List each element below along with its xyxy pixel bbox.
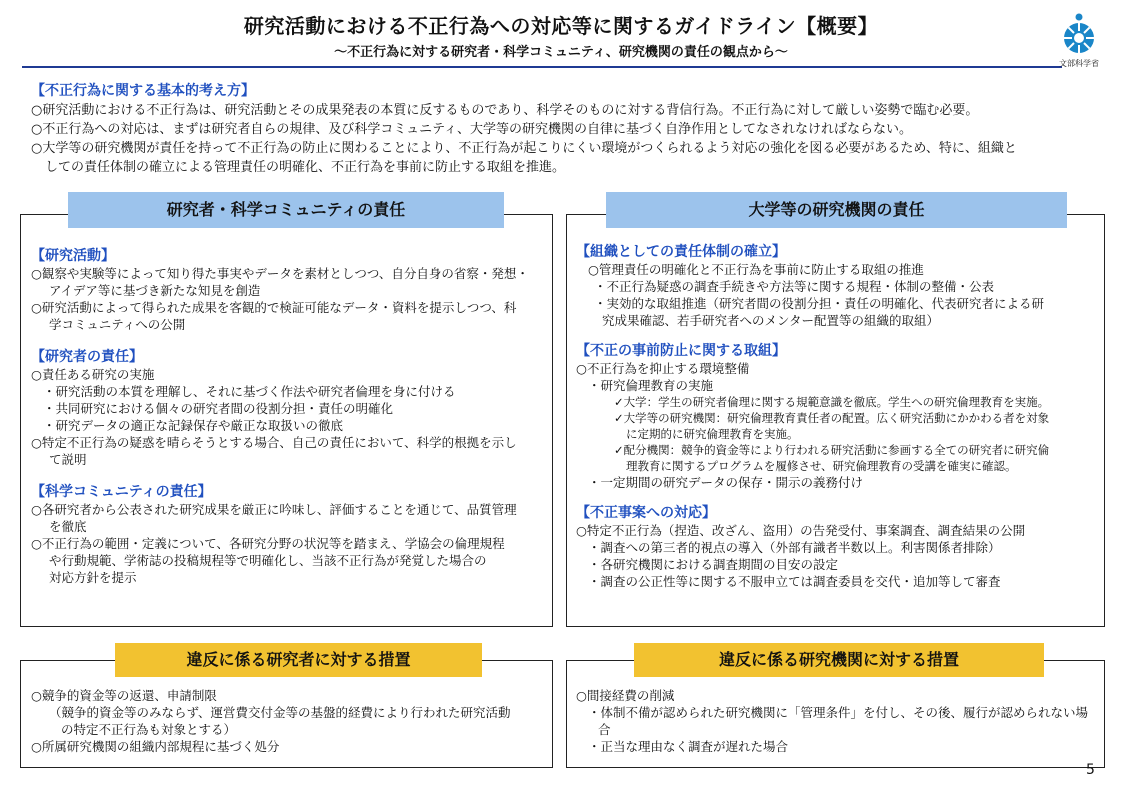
header-divider bbox=[22, 66, 1062, 68]
institution-responsibility-content bbox=[576, 242, 1096, 590]
misconduct-response-heading: 【不正事案への対応】 bbox=[576, 505, 716, 521]
list-item: ○不正行為を抑止する環境整備 bbox=[576, 361, 750, 376]
list-item: ○責任ある研究の実施 bbox=[31, 367, 155, 382]
list-item: ・体制不備が認められた研究機関に「管理条件」を付し、その後、履行が認められない場 bbox=[588, 705, 1089, 720]
researcher-measures-header: 違反に係る研究者に対する措置 bbox=[115, 643, 482, 677]
list-item: ・調査の公正性等に関する不服申立ては調査委員を交代・追加等して審査 bbox=[588, 574, 1001, 589]
list-item: ・不正行為疑惑の調査手続きや方法等に関する規程・体制の整備・公表 bbox=[594, 279, 995, 294]
list-item: ・研究データの適正な記録保存や厳正な取扱いの徹底 bbox=[43, 418, 344, 433]
list-item: ○研究活動によって得られた成果を客観的で検証可能なデータ・資料を提示しつつ、科 bbox=[31, 300, 517, 315]
list-item: 合 bbox=[598, 722, 611, 737]
list-item: ✓配分機関：競争的資金等により行われる研究活動に参画する全ての研究者に研究倫 bbox=[614, 443, 1050, 457]
list-item: て説明 bbox=[49, 452, 87, 467]
list-item: （競争的資金等のみならず、運営費交付金等の基盤的経費により行われた研究活動 bbox=[49, 705, 511, 720]
list-item: ○特定不正行為（捏造、改ざん、盗用）の告発受付、事案調査、調査結果の公開 bbox=[576, 523, 1026, 538]
basic-line: ○研究活動における不正行為は、研究活動とその成果発表の本質に反するものであり、科学そのものに対する背信行為。不正行為に対して厳しい姿勢で臨む必要。 bbox=[31, 103, 979, 118]
list-item: ✓大学：学生の研究者倫理に関する規範意識を徹底。学生への研究倫理教育を実施。 bbox=[614, 395, 1050, 409]
list-item: ○不正行為の範囲・定義について、各研究分野の状況等を踏まえ、学協会の倫理規程 bbox=[31, 536, 505, 551]
list-item: ○所属研究機関の組織内部規程に基づく処分 bbox=[31, 739, 280, 754]
organization-system-heading: 【組織としての責任体制の確立】 bbox=[576, 244, 786, 260]
list-item: 対応方針を提示 bbox=[49, 570, 137, 585]
list-item: ・一定期間の研究データの保存・開示の義務付け bbox=[588, 475, 864, 490]
basic-concept-section bbox=[31, 82, 1091, 177]
list-item: 理教育に関するプログラムを履修させ、研究倫理教育の受講を確実に確認。 bbox=[626, 459, 1017, 473]
researcher-responsibility-content bbox=[31, 246, 546, 586]
research-activity-heading: 【研究活動】 bbox=[31, 248, 115, 264]
list-item: や行動規範、学術誌の投稿規程等で明確化し、当該不正行為が発覚した場合の bbox=[49, 553, 487, 568]
list-item: ・研究活動の本質を理解し、それに基づく作法や研究者倫理を身に付ける bbox=[43, 384, 456, 399]
researcher-responsibility-header: 研究者・科学コミュニティの責任 bbox=[68, 192, 504, 228]
page-subtitle: ～不正行為に対する研究者・科学コミュニティ、研究機関の責任の観点から～ bbox=[334, 45, 788, 60]
list-item: ○管理責任の明確化と不正行為を事前に防止する取組の推進 bbox=[588, 262, 924, 277]
list-item: を徹底 bbox=[49, 519, 87, 534]
list-item: アイデア等に基づき新たな知見を創造 bbox=[49, 283, 261, 298]
list-item: ・各研究機関における調査期間の目安の設定 bbox=[588, 557, 839, 572]
list-item: 究成果確認、若手研究者へのメンター配置等の組織的取組） bbox=[602, 313, 940, 328]
institution-responsibility-header: 大学等の研究機関の責任 bbox=[606, 192, 1067, 228]
list-item: ・実効的な取組推進（研究者間の役割分担・責任の明確化、代表研究者による研 bbox=[594, 296, 1045, 311]
science-community-heading: 【科学コミュニティの責任】 bbox=[31, 484, 212, 500]
list-item: ○特定不正行為の疑惑を晴らそうとする場合、自己の責任において、科学的根拠を示し bbox=[31, 435, 517, 450]
institution-measures-header: 違反に係る研究機関に対する措置 bbox=[634, 643, 1044, 677]
list-item: ✓大学等の研究機関：研究倫理教育責任者の配置。広く研究活動にかかわる者を対象 bbox=[614, 411, 1050, 425]
list-item: ○各研究者から公表された研究成果を厳正に吟味し、評価することを通じて、品質管理 bbox=[31, 502, 517, 517]
ministry-logo-icon bbox=[1059, 13, 1099, 85]
prevention-heading: 【不正の事前防止に関する取組】 bbox=[576, 343, 786, 359]
list-item: の特定不正行為も対象とする） bbox=[61, 722, 237, 737]
institution-measures-content bbox=[576, 687, 1096, 755]
page-title: 研究活動における不正行為への対応等に関するガイドライン【概要】 bbox=[243, 14, 879, 38]
page-number: 5 bbox=[1086, 762, 1095, 778]
researcher-responsibility-heading: 【研究者の責任】 bbox=[31, 349, 143, 365]
list-item: ・正当な理由なく調査が遅れた場合 bbox=[588, 739, 789, 754]
logo-label: 文部科学省 bbox=[1059, 59, 1099, 68]
list-item: ○観察や実験等によって知り得た事実やデータを素材としつつ、自分自身の省察・発想・ bbox=[31, 266, 529, 281]
list-item: 学コミュニティへの公開 bbox=[49, 317, 186, 332]
list-item: に定期的に研究倫理教育を実施。 bbox=[626, 427, 799, 441]
list-item: ・研究倫理教育の実施 bbox=[588, 378, 714, 393]
basic-line: ○大学等の研究機関が責任を持って不正行為の防止に関わることにより、不正行為が起こりにくい環境がつくられるよう対応の強化を図る必要があるため、特に、組織と bbox=[31, 141, 1017, 156]
list-item: ・調査への第三者的視点の導入（外部有識者半数以上。利害関係者排除） bbox=[588, 540, 1001, 555]
basic-line: しての責任体制の確立による管理責任の明確化、不正行為を事前に防止する取組を推進。 bbox=[45, 160, 566, 175]
list-item: ○間接経費の削減 bbox=[576, 688, 675, 703]
researcher-measures-content bbox=[31, 687, 546, 755]
list-item: ○競争的資金等の返還、申請制限 bbox=[31, 688, 217, 703]
list-item: ・共同研究における個々の研究者間の役割分担・責任の明確化 bbox=[43, 401, 394, 416]
basic-heading: 【不正行為に関する基本的考え方】 bbox=[31, 83, 255, 99]
basic-line: ○不正行為への対応は、まずは研究者自らの規律、及び科学コミュニティ、大学等の研究機関の自律に基づく自浄作用としてなされなければならない。 bbox=[31, 122, 913, 137]
